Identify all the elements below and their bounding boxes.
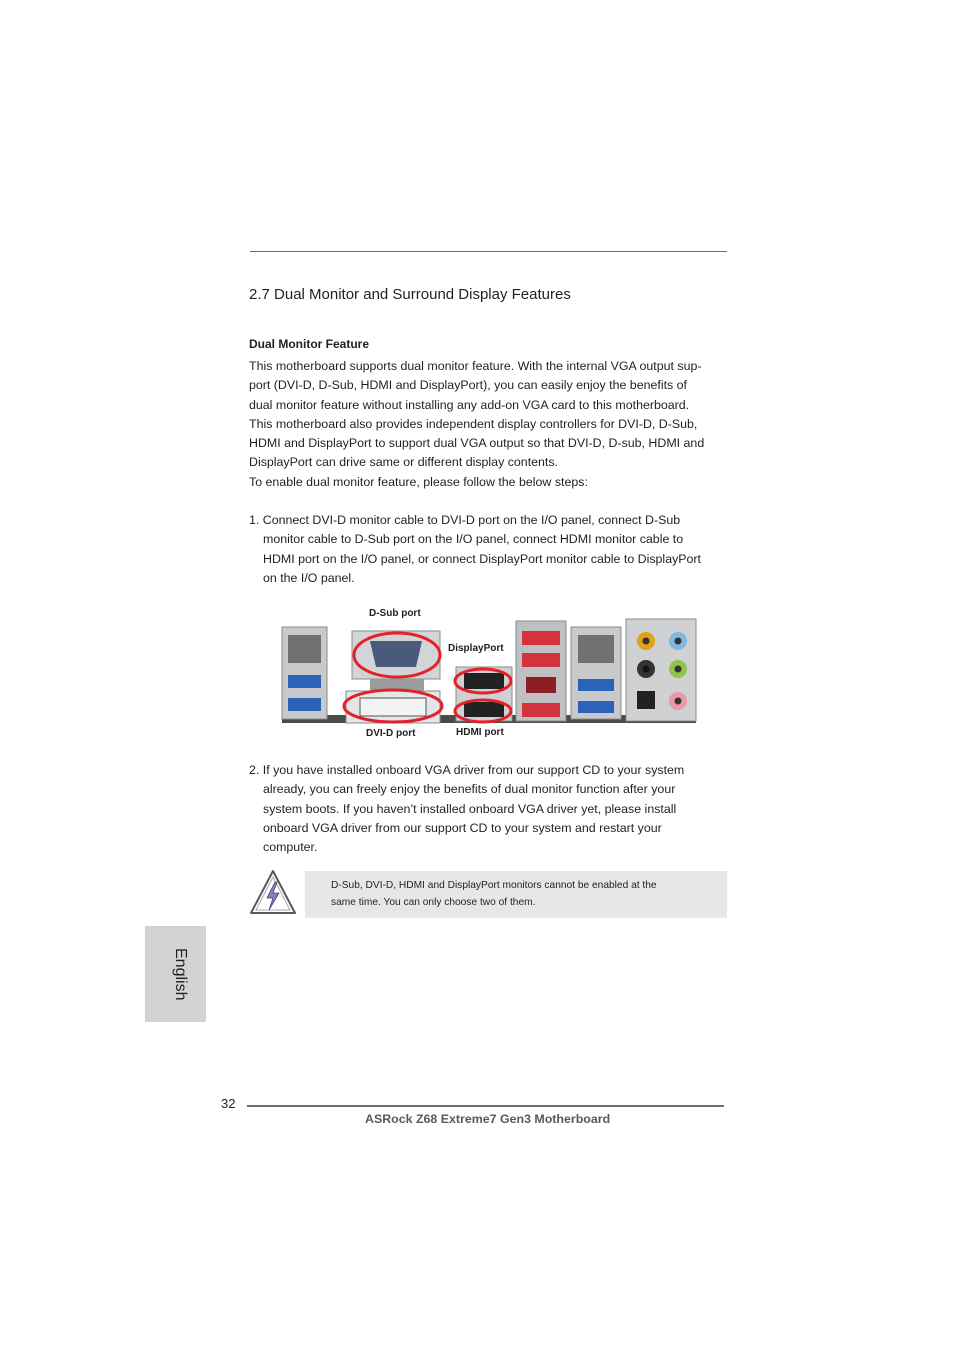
usb-port — [522, 703, 560, 717]
intro-line: DisplayPort can drive same or different display contents. — [249, 455, 558, 470]
intro-line: This motherboard also provides independent display controllers for DVI-D, D-Sub, — [249, 416, 698, 431]
subheading: Dual Monitor Feature — [249, 337, 370, 351]
step-line: 2. If you have installed onboard VGA driver from our support CD to your system — [249, 763, 685, 777]
step-2 — [249, 761, 729, 857]
warning-icon — [248, 868, 298, 916]
footer-rule — [247, 1105, 724, 1107]
note-text — [331, 877, 721, 911]
esata-port — [522, 631, 560, 645]
esata-combo-port — [526, 677, 556, 693]
intro-paragraph — [249, 357, 729, 492]
page-number: 32 — [221, 1096, 236, 1111]
jack-hole — [675, 666, 682, 673]
usb3-port — [288, 675, 321, 688]
io-panel-illustration — [280, 605, 700, 745]
usb3-port — [578, 701, 614, 713]
step-line: system boots. If you haven’t installed onboard VGA driver yet, please install — [263, 801, 677, 816]
intro-line: port (DVI-D, D-Sub, HDMI and DisplayPort), you can easily enjoy the benefits of — [249, 378, 687, 393]
footer-text: ASRock Z68 Extreme7 Gen3 Motherboard — [365, 1112, 611, 1126]
optical-spdif — [637, 691, 655, 709]
io-panel-figure — [280, 605, 700, 745]
step-line: already, you can freely enjoy the benefits of dual monitor function after your — [263, 782, 676, 797]
jack-hole — [675, 698, 682, 705]
step-1 — [249, 511, 729, 588]
usb3-port — [288, 698, 321, 711]
intro-line: dual monitor feature without installing any add-on VGA card to this motherboard. — [249, 397, 690, 412]
jack-hole — [643, 666, 650, 673]
intro-line: This motherboard supports dual monitor feature. With the internal VGA output sup- — [249, 359, 702, 373]
esata-port — [522, 653, 560, 667]
dsub-connector — [370, 641, 422, 667]
usb3-port — [578, 679, 614, 691]
language-tab-label: English — [172, 948, 189, 1001]
displayport-connector — [464, 673, 504, 689]
hdmi-connector — [464, 702, 504, 717]
displayport-label: DisplayPort — [448, 643, 504, 654]
step-line: on the I/O panel. — [263, 570, 355, 585]
language-tab — [145, 926, 206, 1022]
step-line: monitor cable to D-Sub port on the I/O panel, connect HDMI monitor cable to — [263, 532, 684, 547]
lan-port-right — [578, 635, 614, 663]
step-line: computer. — [263, 840, 318, 855]
dsub-label: D-Sub port — [369, 608, 421, 619]
note-line: D-Sub, DVI-D, HDMI and DisplayPort monitors cannot be enabled at the — [331, 880, 657, 891]
step-line: 1. Connect DVI-D monitor cable to DVI-D port on the I/O panel, connect D-Sub — [249, 513, 681, 527]
step-line: onboard VGA driver from our support CD to your system and restart your — [263, 820, 662, 835]
intro-line: HDMI and DisplayPort to support dual VGA output so that DVI-D, D-sub, HDMI and — [249, 436, 705, 451]
dvid-label: DVI-D port — [366, 728, 416, 739]
header-rule — [250, 251, 727, 252]
jack-hole — [675, 638, 682, 645]
jack-hole — [643, 638, 650, 645]
note-box — [305, 871, 727, 918]
intro-line: To enable dual monitor feature, please follow the below steps: — [249, 474, 588, 489]
hdmi-label: HDMI port — [456, 727, 504, 738]
step-line: HDMI port on the I/O panel, or connect DisplayPort monitor cable to DisplayPort — [263, 551, 701, 566]
dvid-connector — [360, 698, 426, 716]
section-title: 2.7 Dual Monitor and Surround Display Features — [249, 286, 571, 303]
note-line: same time. You can only choose two of them. — [331, 897, 536, 908]
lan-port-left — [288, 635, 321, 663]
